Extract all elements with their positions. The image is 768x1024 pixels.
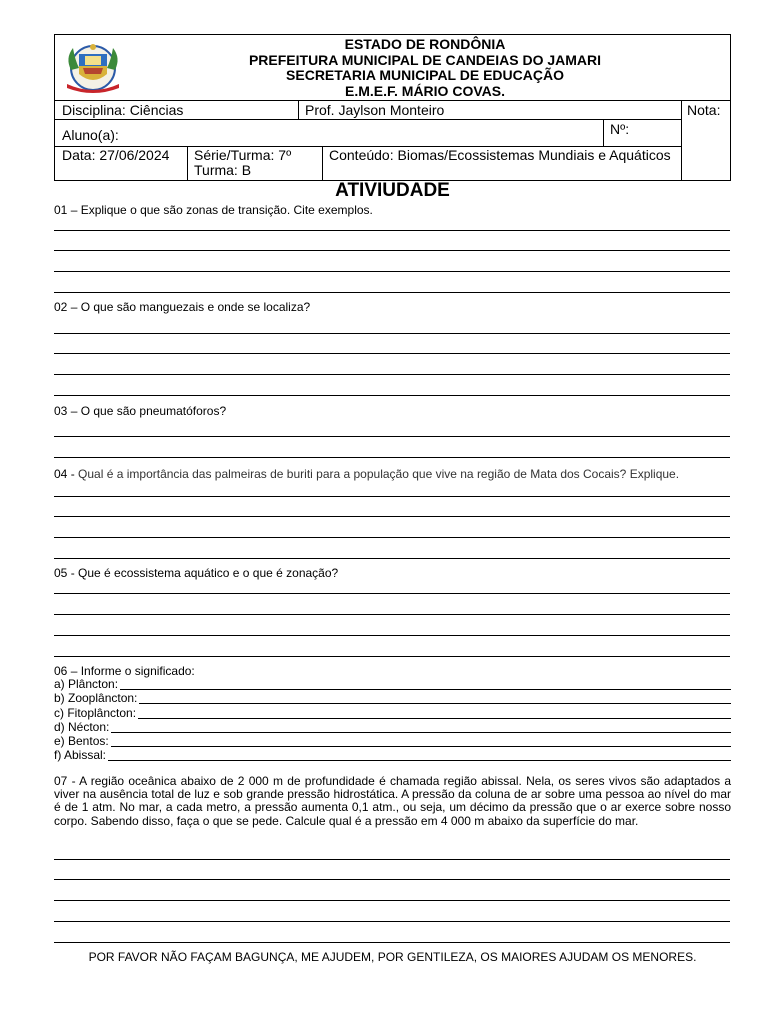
answer-line[interactable]	[54, 292, 730, 293]
answer-line[interactable]	[54, 496, 730, 497]
answer-line[interactable]	[54, 921, 730, 922]
teacher-cell: Prof. Jaylson Monteiro	[305, 102, 445, 118]
question-02: 02 – O que são manguezais e onde se localiza?	[54, 300, 311, 314]
answer-line[interactable]	[54, 436, 730, 437]
question-04: 04 - Qual é a importância das palmeiras de buriti para a população que vive na região de Mata dos Cocais? Explique.	[54, 467, 680, 481]
question-06: 06 – Informe o significado:	[54, 664, 195, 678]
answer-line[interactable]	[54, 859, 730, 860]
answer-line[interactable]	[54, 635, 730, 636]
info-row-content	[55, 146, 681, 181]
answer-line[interactable]	[54, 250, 730, 251]
answer-line[interactable]	[54, 942, 730, 943]
question-07: 07 - A região oceânica abaixo de 2 000 m de profundidade é chamada região abissal. Nela, os seres vivos são adaptados a viver na ausência total de luz e sob grande pressão hidrostática. A pressão da coluna de ar sobre uma pessoa ao nível do mar é de 1 atm. No mar, a cada metro, a pressão aumenta 0,1 atm., ou seja, um décimo da pressão que o ar exerce sobre nosso corpo. Sabendo disso, faça o que se pede. Calcule qual é a pressão em 4 000 m abaixo da superfície do mar.	[54, 774, 731, 828]
q6-item-necton[interactable]: d) Nécton:	[54, 721, 731, 734]
school-name: E.M.E.F. MÁRIO COVAS.	[345, 82, 505, 99]
question-05: 05 - Que é ecossistema aquático e o que é zonação?	[54, 566, 339, 580]
subject-cell: Disciplina: Ciências	[62, 102, 184, 118]
answer-line[interactable]	[54, 457, 730, 458]
q6-item-abissal[interactable]: f) Abissal:	[54, 749, 731, 762]
answer-line[interactable]	[54, 593, 730, 594]
answer-line[interactable]	[54, 230, 730, 231]
city-hall-name: PREFEITURA MUNICIPAL DE CANDEIAS DO JAMARI	[248, 51, 602, 68]
student-number-field[interactable]: Nº:	[610, 121, 630, 137]
answer-line[interactable]	[54, 395, 730, 396]
answer-line[interactable]	[54, 537, 730, 538]
answer-line[interactable]	[54, 879, 730, 880]
grade-label: Nota:	[687, 102, 721, 118]
answer-line[interactable]	[54, 516, 730, 517]
content-cell: Conteúdo: Biomas/Ecossistemas Mundiais e Aquáticos	[329, 147, 671, 163]
info-row-subject	[55, 100, 730, 120]
answer-line[interactable]	[54, 333, 730, 334]
municipal-coat-of-arms-icon	[61, 40, 125, 96]
q6-item-fitoplancton[interactable]: c) Fitoplâncton:	[54, 707, 731, 720]
header-box	[54, 34, 731, 181]
header-title	[125, 37, 725, 99]
department-name: SECRETARIA MUNICIPAL DE EDUCAÇÃO	[286, 67, 564, 83]
answer-line[interactable]	[54, 614, 730, 615]
answer-line[interactable]	[54, 271, 730, 272]
answer-line[interactable]	[54, 656, 730, 657]
answer-line[interactable]	[54, 353, 730, 354]
answer-line[interactable]	[54, 558, 730, 559]
q6-item-plancton[interactable]: a) Plâncton:	[54, 678, 731, 691]
info-row-student	[55, 119, 681, 147]
page-title: ATIVIUDADE	[335, 180, 450, 201]
state-name: ESTADO DE RONDÔNIA	[344, 36, 506, 52]
question-03: 03 – O que são pneumatóforos?	[54, 404, 227, 418]
question-01: 01 – Explique o que são zonas de transição. Cite exemplos.	[54, 203, 373, 217]
answer-line[interactable]	[54, 900, 730, 901]
class-cell: Série/Turma: 7º Turma: B	[194, 147, 292, 178]
date-cell: Data: 27/06/2024	[62, 147, 170, 163]
footer-note: POR FAVOR NÃO FAÇAM BAGUNÇA, ME AJUDEM, POR GENTILEZA, OS MAIORES AJUDAM OS MENORES.	[88, 950, 697, 964]
q6-item-bentos[interactable]: e) Bentos:	[54, 735, 731, 748]
answer-line[interactable]	[54, 374, 730, 375]
student-name-field[interactable]: Aluno(a):	[62, 127, 119, 143]
q6-item-zooplancton[interactable]: b) Zooplâncton:	[54, 692, 731, 705]
